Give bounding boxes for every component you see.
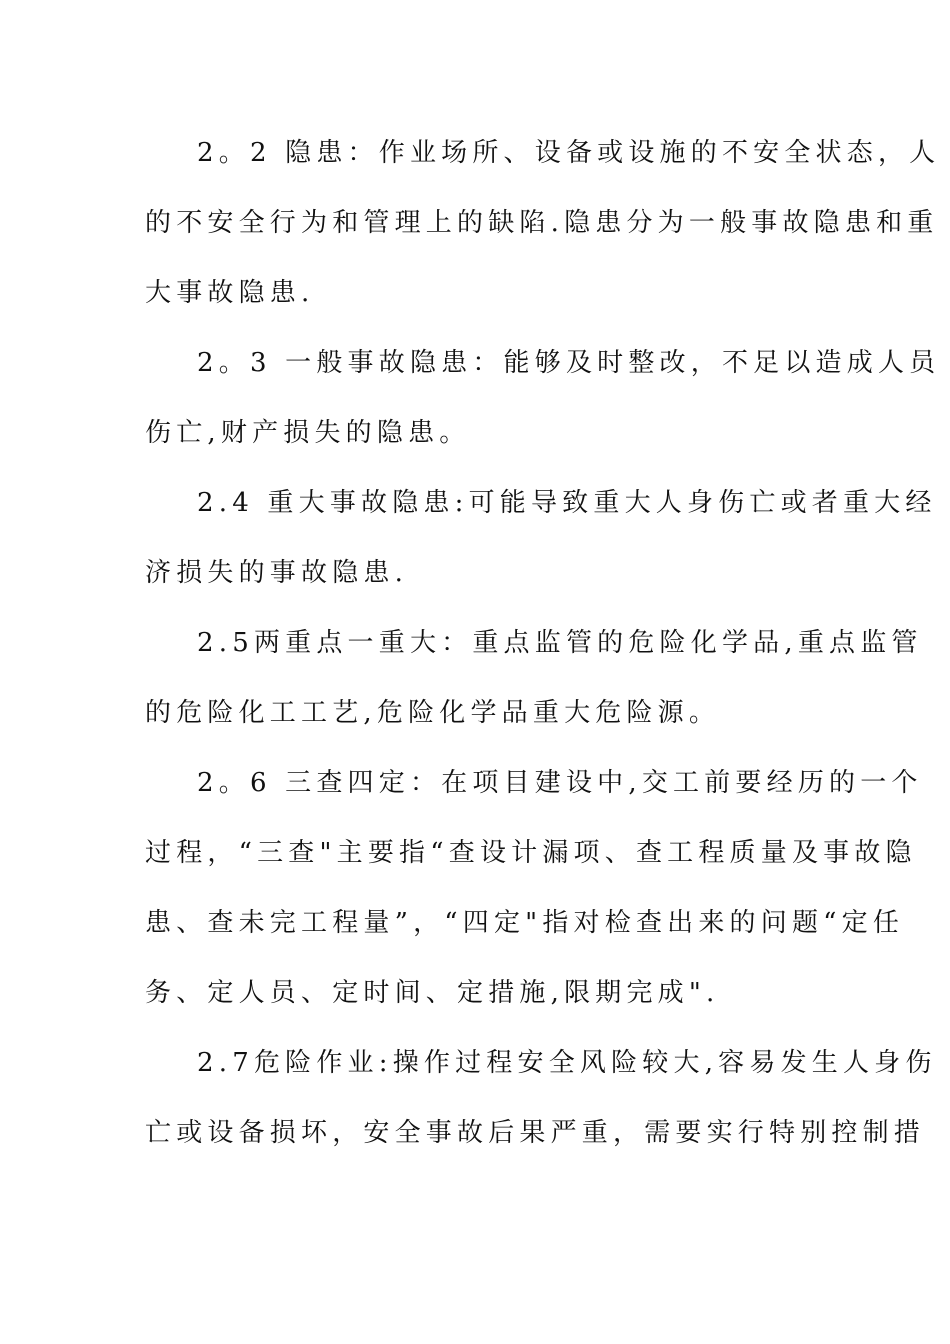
paragraph-2-6-line-3: 患、查未完工程量”，“四定"指对检查出来的问题“定任 <box>145 908 905 938</box>
paragraph-2-6-line-2: 过程，“三查"主要指“查设计漏项、查工程质量及事故隐 <box>145 838 917 868</box>
paragraph-2-6-line-4: 务、定人员、定时间、定措施,限期完成". <box>145 978 720 1008</box>
paragraph-2-2-line-1: 2。2 隐患：作业场所、设备或设施的不安全状态，人 <box>197 138 941 168</box>
paragraph-2-3-line-1: 2。3 一般事故隐患：能够及时整改，不足以造成人员 <box>197 348 941 378</box>
paragraph-2-5-line-2: 的危险化工工艺,危险化学品重大危险源。 <box>145 698 721 728</box>
paragraph-2-4-line-2: 济损失的事故隐患. <box>145 558 409 588</box>
paragraph-2-7-line-1: 2.7危险作业:操作过程安全风险较大,容易发生人身伤 <box>197 1048 937 1078</box>
paragraph-2-5-line-1: 2.5两重点一重大：重点监管的危险化学品,重点监管 <box>197 628 923 658</box>
paragraph-2-4-line-1: 2.4 重大事故隐患:可能导致重大人身伤亡或者重大经 <box>197 488 937 518</box>
paragraph-2-6-line-1: 2。6 三查四定：在项目建设中,交工前要经历的一个 <box>197 768 923 798</box>
paragraph-2-2-line-2: 的不安全行为和管理上的缺陷.隐患分为一般事故隐患和重 <box>145 208 939 238</box>
paragraph-2-2-line-3: 大事故隐患. <box>145 278 315 308</box>
paragraph-2-7-line-2: 亡或设备损坏，安全事故后果严重，需要实行特别控制措 <box>145 1118 926 1148</box>
paragraph-2-3-line-2: 伤亡,财产损失的隐患。 <box>145 418 471 448</box>
